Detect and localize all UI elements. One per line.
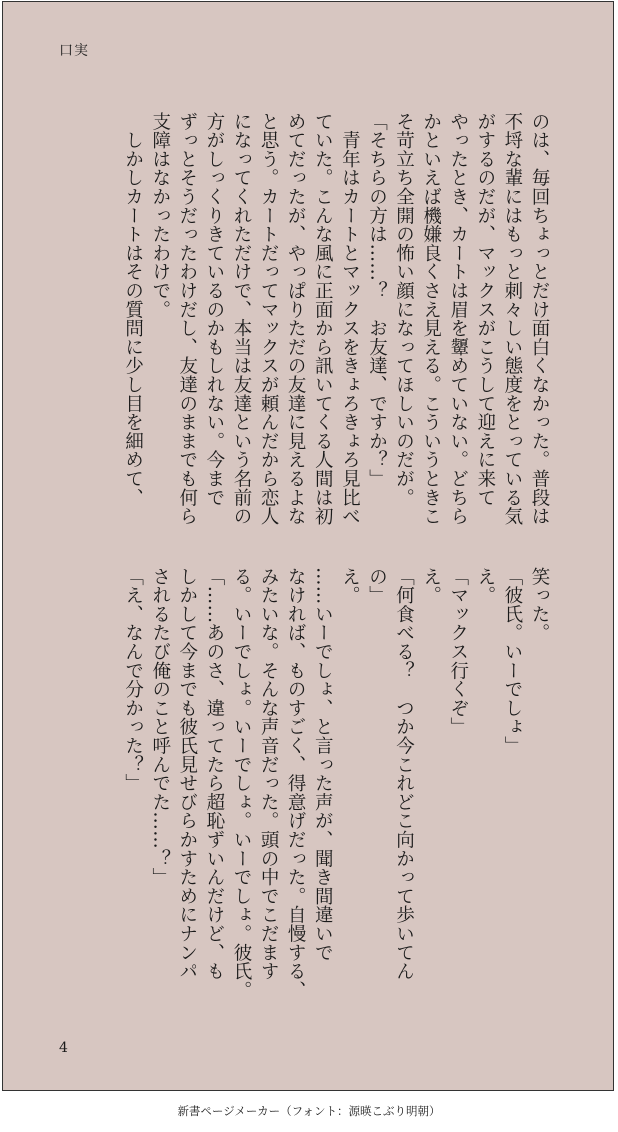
text-line: しかして今までも彼氏見せびらかすためにナンパ (176, 567, 198, 981)
text-line: え。 (339, 567, 361, 605)
text-line: しかしカートはその質問に少し目を細めて、 (122, 112, 144, 507)
text-line: なければ、ものすごく、得意げだった。自慢する、 (285, 567, 307, 1000)
text-line: 笑った。 (529, 567, 550, 643)
text-line: の」 (366, 567, 388, 605)
text-line: がするのだが、マックスがこうして迎えに来て (474, 112, 496, 507)
text-line: みたいな。そんな声音だった。頭の中でこだます (258, 567, 280, 981)
text-line: え。 (420, 567, 442, 605)
book-page (2, 1, 614, 1091)
generator-credit: 新書ページメーカー（フォント：源暎こぶり明朝） (177, 1104, 441, 1118)
text-line: 「彼氏。いーでしょ」 (501, 567, 523, 755)
text-line: そ苛立ち全開の怖い顔になってほしいのだが。 (393, 112, 415, 507)
text-line: 支障はなかったわけで。 (149, 112, 171, 319)
text-line: になってくれただけで、本当は友達という名前の (230, 112, 252, 526)
text-line: ずっとそうだったわけだし、友達のままでも何ら (176, 112, 198, 526)
text-line: え。 (474, 567, 496, 605)
text-line: 「え、なんで分かった？」 (122, 567, 144, 793)
text-line: やったとき、カートは眉を顰めていない。どちら (447, 112, 469, 526)
text-line: 「そちらの方は……？ お友達、ですか？」 (366, 112, 388, 488)
text-line: 不埒な輩にはもっと刺々しい態度をとっている気 (501, 112, 523, 526)
text-line: ていた。こんな風に正面から訊いてくる人間は初 (312, 112, 334, 526)
text-line: 青年はカートとマックスをきょろきょろ見比べ (339, 112, 361, 526)
text-line: かといえば機嫌良くさえ見える。こういうときこ (420, 112, 442, 526)
lower-text-block (120, 567, 554, 1000)
text-line: 方がしっくりきているのかもしれない。今まで (203, 112, 225, 507)
text-line: 「マックス行くぞ」 (447, 567, 469, 737)
text-line: されるたび俺のこと呼んでた……？」 (149, 567, 171, 887)
text-line: のは、毎回ちょっとだけ面白くなかった。普段は (529, 112, 550, 526)
text-line: と思う。カートだってマックスが頼んだから恋人 (258, 112, 280, 526)
text-line: ……いーでしょ、と言った声が、聞き間違いで (312, 567, 334, 962)
text-line: めてだったが、やっぱりただの友達に見えるよな (285, 112, 307, 526)
upper-text-block (120, 112, 554, 532)
page-number: 4 (59, 1040, 68, 1056)
chapter-title: 口実 (59, 43, 89, 59)
text-line: 「何食べる？ つか今これどこ向かって歩いてん (393, 567, 415, 981)
text-line: 「……あのさ、違ってたら超恥ずいんだけど、も (203, 567, 225, 981)
text-line: る。いーでしょ。いーでしょ。いーでしょ。彼氏。 (230, 567, 252, 1000)
